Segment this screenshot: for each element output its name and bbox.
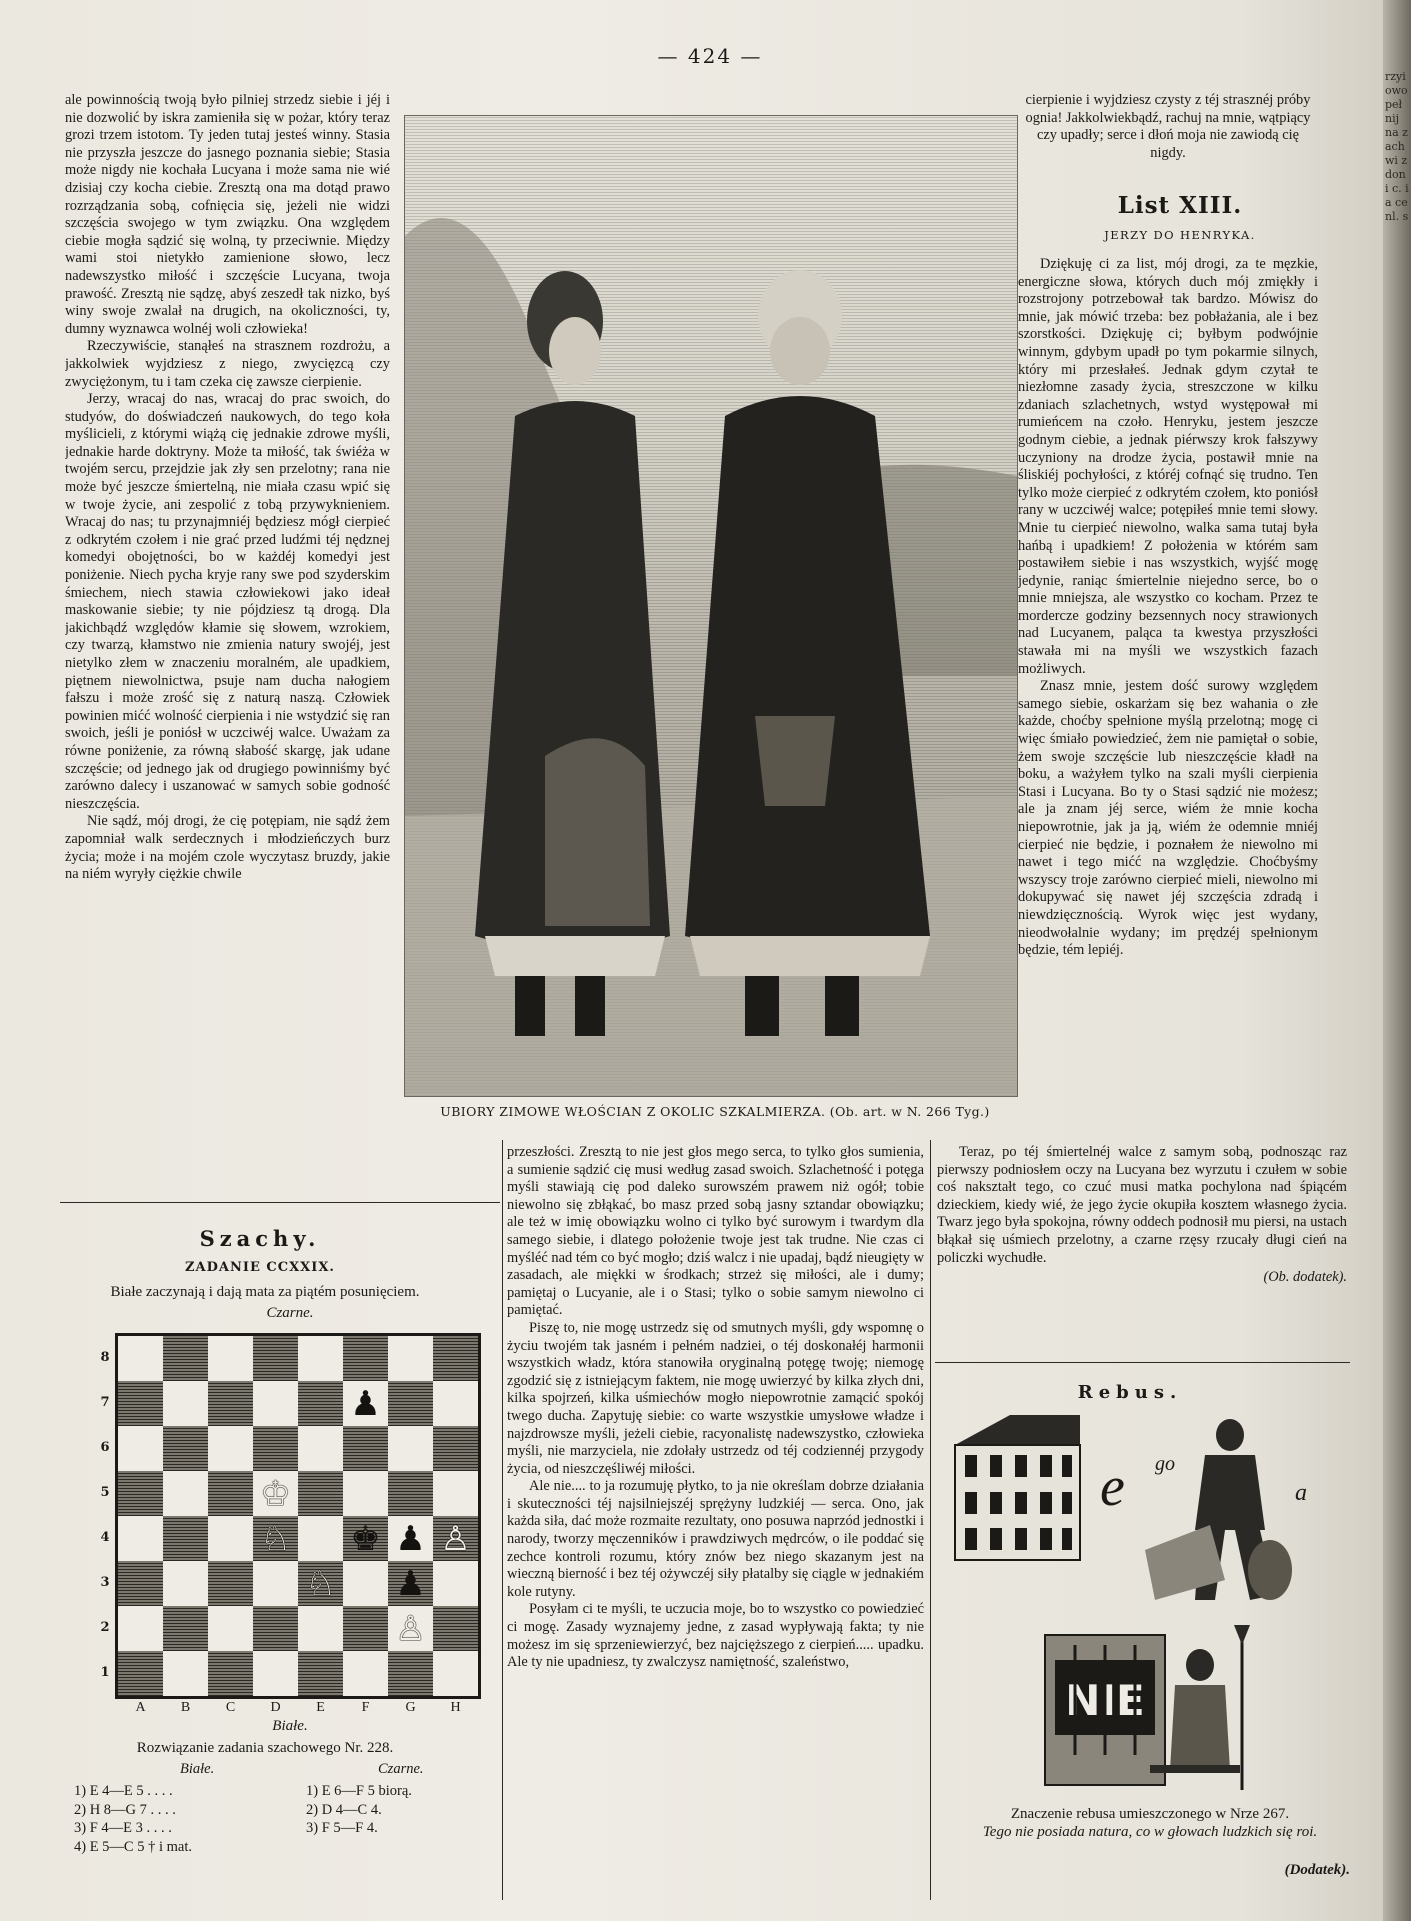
- square-d6: [253, 1426, 298, 1471]
- square-b7: [163, 1381, 208, 1426]
- paragraph: Posyłam ci te myśli, te uczucia moje, bo to wszystko co powiedzieć ci mogę. Zasady wyznajemy jedne, z zasad wypływają fakta; ty nie możesz im się sprzeniewierzyć, bez najcięższego z cierpień..... upadku. Ale ty nie upadniesz, ty zwalczysz namiętność, szaleństwo,: [507, 1601, 924, 1671]
- square-h1: [433, 1651, 478, 1696]
- square-g4: [388, 1516, 433, 1561]
- chess-piece: ♔: [260, 1473, 291, 1514]
- article-column-right: [1018, 256, 1318, 1126]
- square-h7: [433, 1381, 478, 1426]
- square-e4: [298, 1516, 343, 1561]
- rank-label: 3: [100, 1575, 110, 1590]
- section-divider: [935, 1362, 1350, 1363]
- square-g1: [388, 1651, 433, 1696]
- traveller-figure: [1145, 1419, 1292, 1600]
- paragraph: ale powinnością twoją było pilniej strzedz siebie i jéj i nie dozwolić by iskra zamieniła się w pożar, który teraz grozi trzem istotom. Ty jeden tutaj jesteś winny. Stasia nie przyszła jeszcze do jasnego poznania siebie; Stasia może nigdy nie kochała Lucyana i może sama nie wié dzisiaj czy kocha ciebie. Zresztą ona ma dotąd prawo rozrządzania sobą, cofnięcia się, jeżeli nie widzi szczęścia swojego w tym związku. Ona względem ciebie mogła sądzić się wolną, ty przeciwnie. Między wami stoi nietykło zamienione słowo, lecz nadewszystko miłość i szczęście Lucyana, twoja prawość. Zresztą nie sądzę, abyś zeszedł tak nizko, byś winy swoje zwalał na drugich, na okoliczności, ty, dumny wyznawca wolnéj woli człowieka!: [65, 92, 390, 337]
- square-a1: [118, 1651, 163, 1696]
- square-e2: [298, 1606, 343, 1651]
- square-d2: [253, 1606, 298, 1651]
- square-b5: [163, 1471, 208, 1516]
- square-c2: [208, 1606, 253, 1651]
- paragraph: Ale nie.... to ja rozumuję płytko, to ja nie określam dobrze działania i skuteczności téj najsilniejszéj sprężyny ludzkiéj — serca. Ono, jak każda siła, dać może rozmaite rezultaty, ono posuwa naprzód jednostki i narody, tworzy męczenników i prawdziwych mędrców, o ile poddać się zechce kontroli rozumu, który znów bez niego skazanym jest na wieczną bierność i bez téj ożywczéj siły płatalby się ciągle w jednakiém kole rutyny.: [507, 1478, 924, 1600]
- rebus-letter-a: a: [1295, 1480, 1307, 1506]
- rebus-letter-go: go: [1155, 1453, 1175, 1475]
- square-h5: [433, 1471, 478, 1516]
- square-c3: [208, 1561, 253, 1606]
- square-a6: [118, 1426, 163, 1471]
- white-move: 3) F 4—E 3 . . . .: [74, 1820, 172, 1836]
- rebus-picture: [950, 1410, 1360, 1800]
- letter-subheading: JERZY DO HENRYKA.: [1104, 228, 1256, 242]
- file-label: A: [135, 1700, 146, 1715]
- binding-gutter: [1383, 0, 1411, 1921]
- square-g2: [388, 1606, 433, 1651]
- square-h8: [433, 1336, 478, 1381]
- white-move: 2) H 8—G 7 . . . .: [74, 1801, 176, 1818]
- square-f6: [343, 1426, 388, 1471]
- square-h6: [433, 1426, 478, 1471]
- barred-window-sign: [1045, 1635, 1165, 1785]
- solution-black-heading: Czarne.: [378, 1761, 424, 1777]
- building-icon: [955, 1415, 1080, 1560]
- section-divider: [60, 1202, 500, 1203]
- rebus-solution-text: Tego nie posiada natura, co w głowach ludzkich się roi.: [982, 1824, 1318, 1840]
- chess-section-title: Szachy.: [199, 1226, 321, 1251]
- square-d8: [253, 1336, 298, 1381]
- chess-board: [115, 1333, 481, 1699]
- chess-piece: ♘: [305, 1563, 336, 1604]
- square-b4: [163, 1516, 208, 1561]
- square-c5: [208, 1471, 253, 1516]
- square-e3: [298, 1561, 343, 1606]
- square-d5: [253, 1471, 298, 1516]
- white-side-label: Białe.: [272, 1718, 308, 1734]
- rebus-sign-text: NIE: [1065, 1676, 1145, 1725]
- chess-piece: ♟: [350, 1383, 381, 1424]
- file-label: D: [270, 1700, 281, 1715]
- square-e5: [298, 1471, 343, 1516]
- solution-title: Rozwiązanie zadania szachowego Nr. 228.: [136, 1740, 394, 1756]
- square-c6: [208, 1426, 253, 1471]
- file-label: E: [316, 1700, 325, 1715]
- chess-problem-description: Białe zaczynają i dają mata za piątém posunięciem.: [110, 1284, 420, 1300]
- rank-label: 4: [100, 1530, 110, 1545]
- rebus-illustration: [950, 1410, 1360, 1800]
- rank-label: 5: [100, 1485, 110, 1500]
- chess-piece: ♚: [350, 1518, 381, 1559]
- paragraph: Znasz mnie, jestem dość surowy względem samego siebie, oskarżam się bez wahania o złe każde, choćby spełnione myślą przelotną; mogę ci więc śmiało powiedzieć, żem nie pamiętał o sobie, żem swoje szczęście lub nieszczęście kładł na boku, a ważyłem tylko na szali myśli cierpienia Stasi i Lucyana. Bo ty o Stasi sądzić nie możesz; ale ja znam jéj serce, wiém że mnie kocha niepowrotnie, jak ja ją, wiém że odemnie mniéj cierpieć nie będzie, i poznałem że niewolno mi nawet i tego mićć na względzie. Choćbyśmy wszyscy troje zarówno cierpieć mieli, niewolno mi dokupywać się nawet jéj szczęścia zdradą i niewdzięcznością. Wyrok więc jest wydany, nieodwołalnie wydany; im prędzéj spełnionym będzie, tém lepiéj.: [1018, 678, 1318, 959]
- continuation-note: (Ob. dodatek).: [1263, 1269, 1347, 1286]
- square-e7: [298, 1381, 343, 1426]
- board-file-labels: [118, 1700, 478, 1716]
- solution-moves: [74, 1782, 474, 1856]
- solution-white-heading: Białe.: [180, 1761, 215, 1777]
- square-b3: [163, 1561, 208, 1606]
- peasant-women-engraving: [405, 116, 1017, 1096]
- square-g8: [388, 1336, 433, 1381]
- file-label: G: [405, 1700, 416, 1715]
- white-move: 1) E 4—E 5 . . . .: [74, 1783, 173, 1799]
- square-e8: [298, 1336, 343, 1381]
- chess-piece: ♙: [440, 1518, 471, 1559]
- black-move: 3) F 5—F 4.: [306, 1820, 378, 1836]
- article-column-middle: [507, 1144, 924, 1884]
- square-a2: [118, 1606, 163, 1651]
- paragraph: Teraz, po téj śmiertelnéj walce z samym sobą, podnosząc raz pierwszy podniosłem oczy na Lucyana bez wyrzutu i czułem w sobie coś nakształt tego, co czuć musi matka pochylona nad śpiącém dzieckiem, kiedy wié, że jego życie okupiła kosztem własnego życia. Twarz jego była spokojna, równy oddech podnosił mu piersi, na ustach błąkał się uśmiech przelotny, a czarne rzęsy rzucały długi cień na policzki wychudłe.: [937, 1144, 1347, 1266]
- square-g6: [388, 1426, 433, 1471]
- square-a8: [118, 1336, 163, 1381]
- article-column-left: [65, 92, 390, 1140]
- rank-label: 2: [100, 1620, 110, 1635]
- square-f3: [343, 1561, 388, 1606]
- square-f4: [343, 1516, 388, 1561]
- black-move: 1) E 6—F 5 biorą.: [306, 1783, 412, 1799]
- square-f5: [343, 1471, 388, 1516]
- black-move: 2) D 4—C 4.: [306, 1801, 382, 1818]
- square-g3: [388, 1561, 433, 1606]
- square-f2: [343, 1606, 388, 1651]
- rebus-meaning-title: Znaczenie rebusa umieszczonego w Nrze 267.: [1010, 1806, 1290, 1822]
- square-c4: [208, 1516, 253, 1561]
- paragraph: przeszłości. Zresztą to nie jest głos mego serca, to tylko głos sumienia, a sumienie sądzić cię musi według zasad swoich. Szlachetność i potęga myśli stawiają cię pod daleko surowszém prawem niż ogół; tobie niewolno się zbłąkać, bo masz przed sobą jasny sztandar obowiązku; ale też w imię obowiązku wolno ci tylko być surowym i twardym dla samego siebie, i dlatego położenie twoje jest tak trudne. Nie czas ci myśléć nad tém co być mogło; dziś walcz i nie upadaj, bądź nieugięty w zasadach, ale miękki w środkach; strzeż się miłości, ale i dumy; pamiętaj o Lucyanie, ale i o Stasi; tylko o sobie samym niewolno ci pamiętać.: [507, 1144, 924, 1319]
- rebus-title: Rebus.: [1077, 1382, 1183, 1403]
- chess-piece: ♘: [260, 1518, 291, 1559]
- square-h2: [433, 1606, 478, 1651]
- board-rank-labels: [98, 1336, 112, 1696]
- file-label: C: [225, 1700, 236, 1715]
- square-b8: [163, 1336, 208, 1381]
- gutter-text: rzyiowo pełnij na zachwi z doni c. ia ce nl. s: [1385, 70, 1409, 223]
- file-label: F: [361, 1700, 370, 1715]
- move-row: [74, 1819, 474, 1838]
- square-a5: [118, 1471, 163, 1516]
- letter-heading: List XIII.: [1117, 192, 1243, 219]
- chess-piece: ♟: [395, 1518, 426, 1559]
- paragraph: Jerzy, wracaj do nas, wracaj do prac swoich, do studyów, do doświadczeń naukowych, do tego koła myślicieli, z którymi wiążą cię jednakie zdrowe myśli, jednakie harde doktryny. Może ta miłość, tak świéża w twojém sercu, przejdzie jak zły sen przelotny; rana nie może być jeszcze śmiertelną, nie miała czasu wpić się w twoje życie, ani zespolić z tobą przywyknieniem. Wracaj do nas; tu przynajmniéj będziesz mógł cierpieć z odkrytém czołem i nie grać przed ludźmi téj nędznej komedyi obojętności, bo w każdéj komedyi jest poniżenie. Niech pycha kryje rany swe pod szyderskim śmiechem, niech stawia człowiekowi jako ideał maskowanie siebie; ty nie pójdziesz tą drogą. Dla jakichbądź względów kłamie się słowem, wzrokiem, czy twarzą, kłamstwo nie zmienia natury swojéj, jest nietylko złem w znaczeniu moralném, ale upadkiem, piętnem niewolnictwa, psuje nam ducha nałogiem fałszu i może zrość się z naturą naszą. Człowiek powinien mićć wolność cierpienia i nie wstydzić się ran swoich, jeśli je poniósł w uczciwéj walce. Uważam za równe poniżenie, za równą słabość skargę, jak udane szczęście; od jednego jak od drugiego powinniśmy być zarówno dalecy i uszanować w samych sobie godność nieszczęścia.: [65, 391, 390, 812]
- file-label: B: [180, 1700, 191, 1715]
- column-divider: [930, 1140, 931, 1900]
- page-number: — 424 —: [657, 44, 763, 68]
- rank-label: 6: [100, 1440, 110, 1455]
- square-d1: [253, 1651, 298, 1696]
- chess-problem-number: ZADANIE CCXXIX.: [185, 1260, 335, 1275]
- square-b2: [163, 1606, 208, 1651]
- square-f7: [343, 1381, 388, 1426]
- rank-label: 8: [100, 1350, 110, 1365]
- rebus-letter-e: e: [1100, 1456, 1125, 1518]
- square-a7: [118, 1381, 163, 1426]
- square-b1: [163, 1651, 208, 1696]
- column-divider: [502, 1140, 503, 1900]
- engraving-illustration: [404, 115, 1018, 1097]
- paragraph: Nie sądź, mój drogi, że cię potępiam, nie sądź żem zapomniał walk serdecznych i młodzieńczych burz życia; może i na mojém czole wyczytasz bruzdy, jakie na niém wyryły ciężkie chwile: [65, 813, 390, 883]
- square-h3: [433, 1561, 478, 1606]
- move-row: [74, 1838, 474, 1857]
- illustration-caption: UBIORY ZIMOWE WŁOŚCIAN Z OKOLIC SZKALMIERZA. (Ob. art. w N. 266 Tyg.): [440, 1104, 990, 1119]
- square-d7: [253, 1381, 298, 1426]
- square-d4: [253, 1516, 298, 1561]
- square-b6: [163, 1426, 208, 1471]
- paragraph: Dziękuję ci za list, mój drogi, za te męzkie, energiczne słowa, których duch mój zmiękły i rozstrojony potrzebował tak bardzo. Mówisz do mnie, jak mówić trzeba: bez pobłażania, ale i bez szorstkości. Dziękuję ci; byłbym podwójnie winnym, gdybym upadł po tym pokarmie silnych, który mi przesłałeś. Jednak gdym czytał te niezłomne zasady życia, streszczone w kilku zdaniach szlachetnych, wstyd występował mi rumieńcem na czoło. Henryku, jestem jeszcze godnym ciebie, a jednak piérwszy krok fałszywy uczyniony na drodze życia, postawił mnie na śliskiéj pochyłości, z któréj cofnąć się trudno. Ten tylko może cierpieć z odkrytém czołem, kto poniósł rany w uczciwéj walce; potępiłeś mnie temi słowy. Mnie tu cierpieć niewolno, walka sama tutaj była hańbą i upadkiem! Z położenia w którém sam postawiłem siebie i nas wszystkich, wyjść mogę jedynie, raniąc śmiertelnie niejedno serce, bo o mnie mniejsza, ale wszystko co kocham. Przez te mordercze godziny bezsennych nocy strawionych nad Lucyanem, paląca ta kwestya przyszłości stawała mi na myśli we wszystkich fazach możliwych.: [1018, 256, 1318, 677]
- square-c7: [208, 1381, 253, 1426]
- square-e6: [298, 1426, 343, 1471]
- paragraph: Rzeczywiście, stanąłeś na strasznem rozdrożu, a jakkolwiek wyjdziesz z niego, zwycięzcą czy zwyciężonym, tu i tam czeka cię zawsze cierpienie.: [65, 338, 390, 390]
- move-row: [74, 1801, 474, 1820]
- square-c1: [208, 1651, 253, 1696]
- move-row: [74, 1782, 474, 1801]
- article-continuation-right: [1018, 92, 1318, 168]
- paragraph: Piszę to, nie mogę ustrzedz się od smutnych myśli, gdy wspomnę o życiu twojém tak jasném i pełném nadziei, o téj doskonałéj harmonii wszystkich władz, która stanowiła oryginalną potęgę twoję; niemogę zgodzić się z istniejącym faktem, nie mogę uwierzyć by kilka złych dni, kilka spojrzeń, kilka uśmiechów mogło niepowrotnie zamącić spokój twego ducha. Zapytuję siebie: co warte wszystkie umysłowe władze i najzdrowsze myśli, jeżeli ciebie, racyonalistę nadewszystko, człowieka myśli, nie marzyciela, nie zdołały ustrzedz od téj codziennéj przygody życia, od nieszczęśliwéj miłości.: [507, 1319, 924, 1477]
- black-side-label: Czarne.: [266, 1305, 314, 1321]
- file-label: H: [450, 1700, 461, 1715]
- chess-piece: ♟: [395, 1563, 426, 1604]
- square-a4: [118, 1516, 163, 1561]
- square-f8: [343, 1336, 388, 1381]
- square-g5: [388, 1471, 433, 1516]
- rank-label: 1: [100, 1665, 110, 1680]
- square-f1: [343, 1651, 388, 1696]
- chess-piece: ♙: [395, 1608, 426, 1649]
- white-move: 4) E 5—C 5 † i mat.: [74, 1838, 193, 1855]
- square-a3: [118, 1561, 163, 1606]
- rebus-solution-block: [940, 1805, 1360, 1841]
- rank-label: 7: [100, 1395, 110, 1410]
- paragraph: cierpienie i wyjdziesz czysty z téj strasznéj próby ognia! Jakkolwiekbądź, rachuj na mnie, wątpiący czy upadły; serce i dłoń moja nie zawiodą cię nigdy.: [1025, 92, 1311, 161]
- article-column-right-lower: [937, 1144, 1347, 1330]
- square-d3: [253, 1561, 298, 1606]
- rebus-continuation-note: (Dodatek).: [1284, 1862, 1350, 1878]
- square-e1: [298, 1651, 343, 1696]
- square-c8: [208, 1336, 253, 1381]
- square-h4: [433, 1516, 478, 1561]
- square-g7: [388, 1381, 433, 1426]
